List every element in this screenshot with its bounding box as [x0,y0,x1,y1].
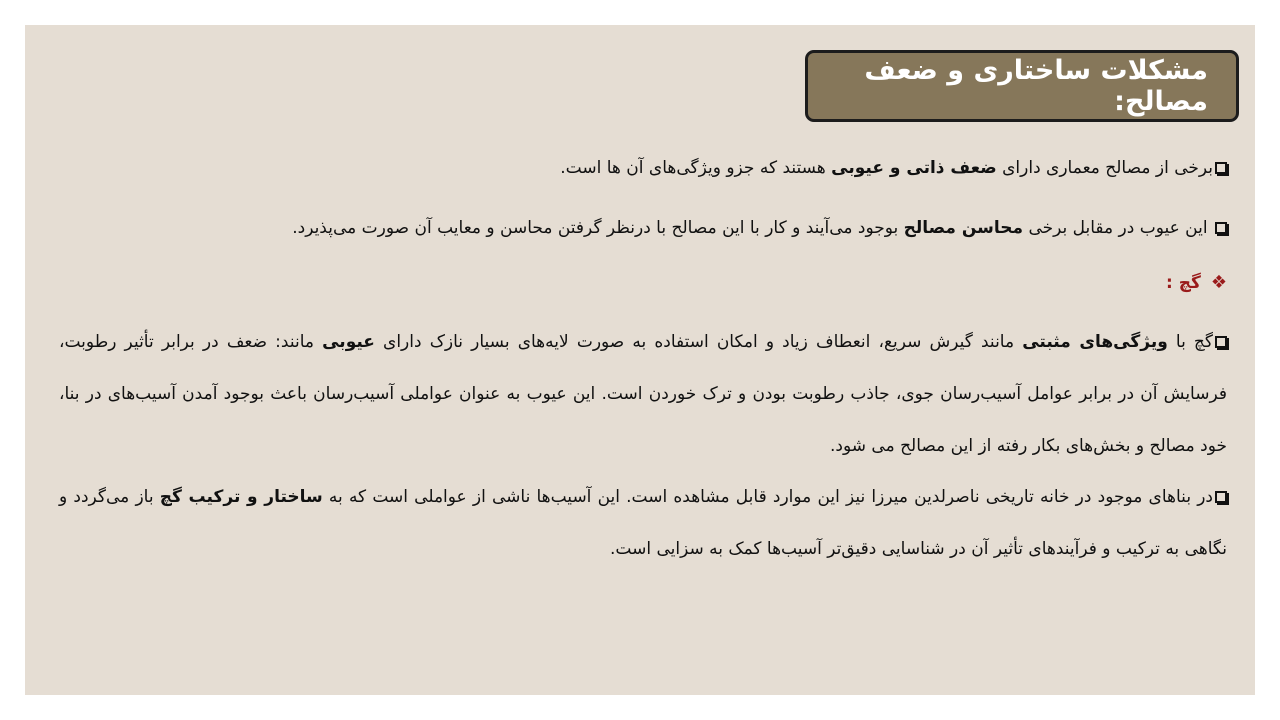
paragraph-4-bold-2: عیوبی [322,332,375,352]
paragraph-4-text-pre: گچ با [1167,332,1213,352]
paragraph-1-text-pre: برخی از مصالح معماری دارای [996,158,1213,178]
subheading-gypsum-text: گچ : [1166,273,1201,293]
title-box [805,50,1239,122]
paragraph-4 [59,316,1227,472]
paragraph-4-text-post: مانند: ضعف در برابر تأثیر رطوبت، فرسایش آن در برابر عوامل آسیب‌رسان جوی، جاذب رطوبت بودن و ترک خوردن است. این عیوب به عنوان عواملی آسیب‌رسان باعث بوجود آمدن آسیب‌های در بنا، خود مصالح و بخش‌های بکار رفته از این مصالح می شود. [59,332,1227,456]
paragraph-5-text-post: باز می‌گردد و نگاهی به ترکیب و فرآیندهای تأثیر آن در شناسایی دقیق‌تر آسیب‌ها کمک به سزایی است. [59,487,1227,559]
paragraph-4-text-mid: مانند گیرش سریع، انعطاف زیاد و امکان استفاده به صورت لایه‌های بسیار نازک دارای [374,332,1023,352]
paragraph-4-bold-1: ویژگی‌های مثبتی [1022,332,1168,352]
checkbox-square-icon [1215,491,1227,503]
paragraph-5 [59,471,1227,575]
paragraph-2-text-post: بوجود می‌آیند و کار با این مصالح با درنظر گرفتن محاسن و معایب آن صورت می‌پذیرد. [292,218,904,238]
paragraph-1-text-post: هستند که جزو ویژگی‌های آن ها است. [560,158,832,178]
checkbox-square-icon [1215,222,1227,234]
paragraph-2 [59,213,1227,243]
checkbox-square-icon [1215,162,1227,174]
checkbox-square-icon [1215,336,1227,348]
paragraph-2-bold: محاسن مصالح [903,218,1024,238]
paragraph-2-text-pre: این عیوب در مقابل برخی [1023,218,1213,238]
slide-title: مشکلات ساختاری و ضعف مصالح: [864,55,1208,117]
paragraph-5-text-pre: در بناهای موجود در خانه تاریخی ناصرلدین میرزا نیز این موارد قابل مشاهده است. این آسیب‌ها ناشی از عواملی است که به [322,487,1213,507]
subheading-gypsum [59,268,1227,298]
slide [25,25,1255,695]
diamond-bullet-icon: ❖ [1210,272,1227,293]
paragraph-1-bold: ضعف ذاتی و عیوبی [831,158,997,178]
paragraph-1 [59,153,1227,183]
paragraph-5-bold: ساختار و ترکیب گچ [159,487,323,507]
